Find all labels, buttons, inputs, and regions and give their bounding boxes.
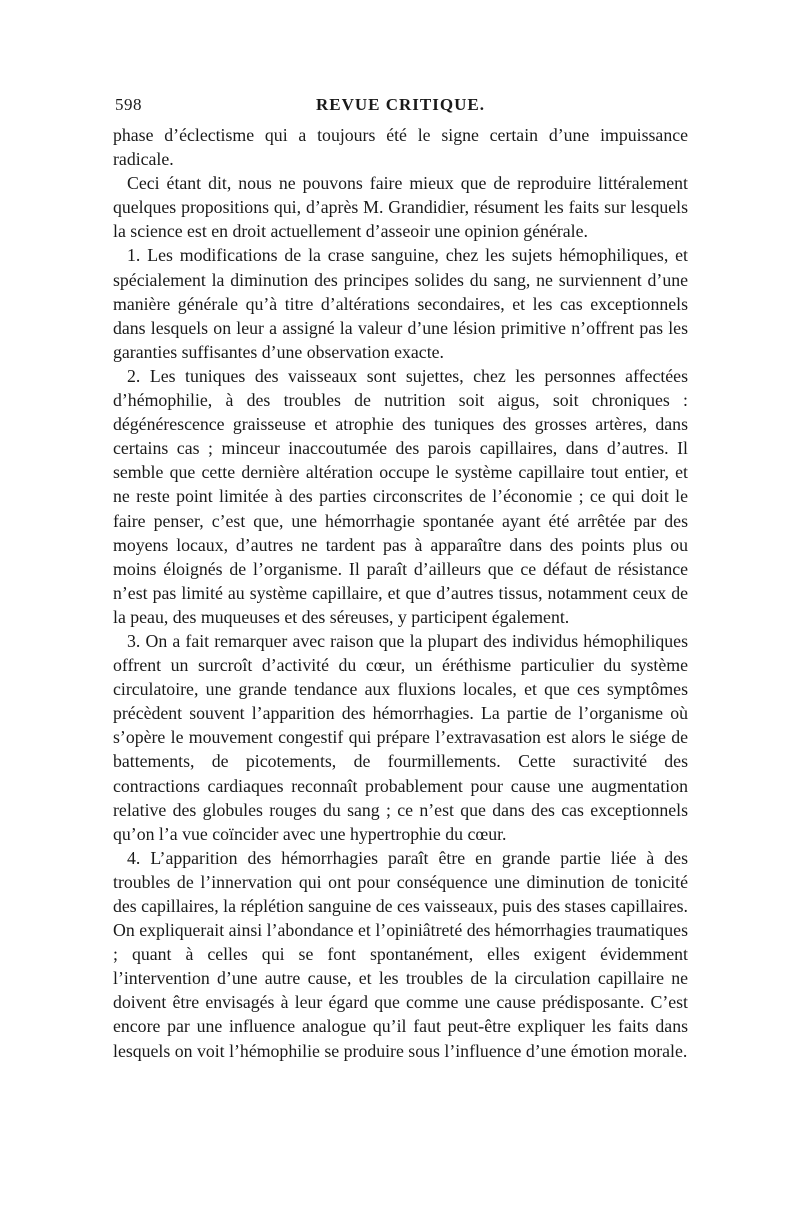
paragraph-continuation: phase d’éclectisme qui a toujours été le signe certain d’une impuissance radicale. [113, 125, 688, 170]
page-number: 598 [115, 95, 142, 114]
paragraph-proposition-1: 1. Les modifications de la crase sanguine, chez les sujets hémophiliques, et spécialement la diminution des principes solides du sang, ne surviennent d’une manière générale qu’à titre d’altérations secondaires, et les cas exceptionnels dans lesquels on leur a assigné la valeur d’une lésion primitive n’offrent pas les garanties suffisantes d’une observation exacte. [113, 245, 688, 362]
paragraph-proposition-4: 4. L’apparition des hémorrhagies paraît être en grande partie liée à des troubles de l’innervation qui ont pour conséquence une diminution de tonicité des capillaires, la réplétion sanguine de ces vaisseaux, puis des stases capillaires. On expliquerait ainsi l’abondance et l’opiniâtreté des hémorrhagies traumatiques ; quant à celles qui se font spontanément, elles exigent évidemment l’intervention d’une autre cause, et les troubles de la circulation capillaire ne doivent être envisagés à leur égard que comme une cause prédisposante. C’est encore par une influence analogue qu’il faut peut-être expliquer les faits dans lesquels on voit l’hémophilie se produire sous l’influence d’une émotion morale. [113, 847, 688, 1061]
paragraph-proposition-3: 3. On a fait remarquer avec raison que la plupart des individus hémophiliques offrent un surcroît d’activité du cœur, un éréthisme particulier du système circulatoire, une grande tendance aux fluxions locales, et que ces symptômes précèdent souvent l’apparition des hémorrhagies. La partie de l’organisme où s’opère le mouvement congestif qui prépare l’extravasation est alors le siége de battements, de picotements, de fourmillements. Cette suractivité des contractions cardiaques reconnaît probablement pour cause une augmentation relative des globules rouges du sang ; ce n’est que dans des cas exceptionnels qu’on l’a vue coïncider avec une hypertrophie du cœur. [113, 630, 688, 844]
page-header [113, 95, 688, 123]
paragraph-proposition-2: 2. Les tuniques des vaisseaux sont sujettes, chez les personnes affectées d’hémophilie, à des troubles de nutrition soit aigus, soit chroniques : dégénérescence graisseuse et atrophie des tuniques des grosses artères, dans certains cas ; minceur inaccoutumée des parois capillaires, dans d’autres. Il semble que cette dernière altération occupe le système capillaire tout entier, et ne reste point limitée à des parties circonscrites de l’économie ; ce qui doit le faire penser, c’est que, une hémorrhagie spontanée ayant été arrêtée par des moyens locaux, d’autres ne tardent pas à apparaître dans des points plus ou moins éloignés de l’organisme. Il paraît d’ailleurs que ce défaut de résistance n’est pas limité au système capillaire, et que d’autres tissus, notamment ceux de la peau, des muqueuses et des séreuses, y participent également. [113, 365, 688, 627]
book-page [113, 95, 688, 1063]
paragraph-intro: Ceci étant dit, nous ne pouvons faire mieux que de reproduire littéralement quelques propositions qui, d’après M. Grandidier, résument les faits sur lesquels la science est en droit actuellement d’asseoir une opinion générale. [113, 173, 688, 242]
body-text [113, 123, 688, 1063]
running-title: REVUE CRITIQUE. [316, 95, 485, 114]
